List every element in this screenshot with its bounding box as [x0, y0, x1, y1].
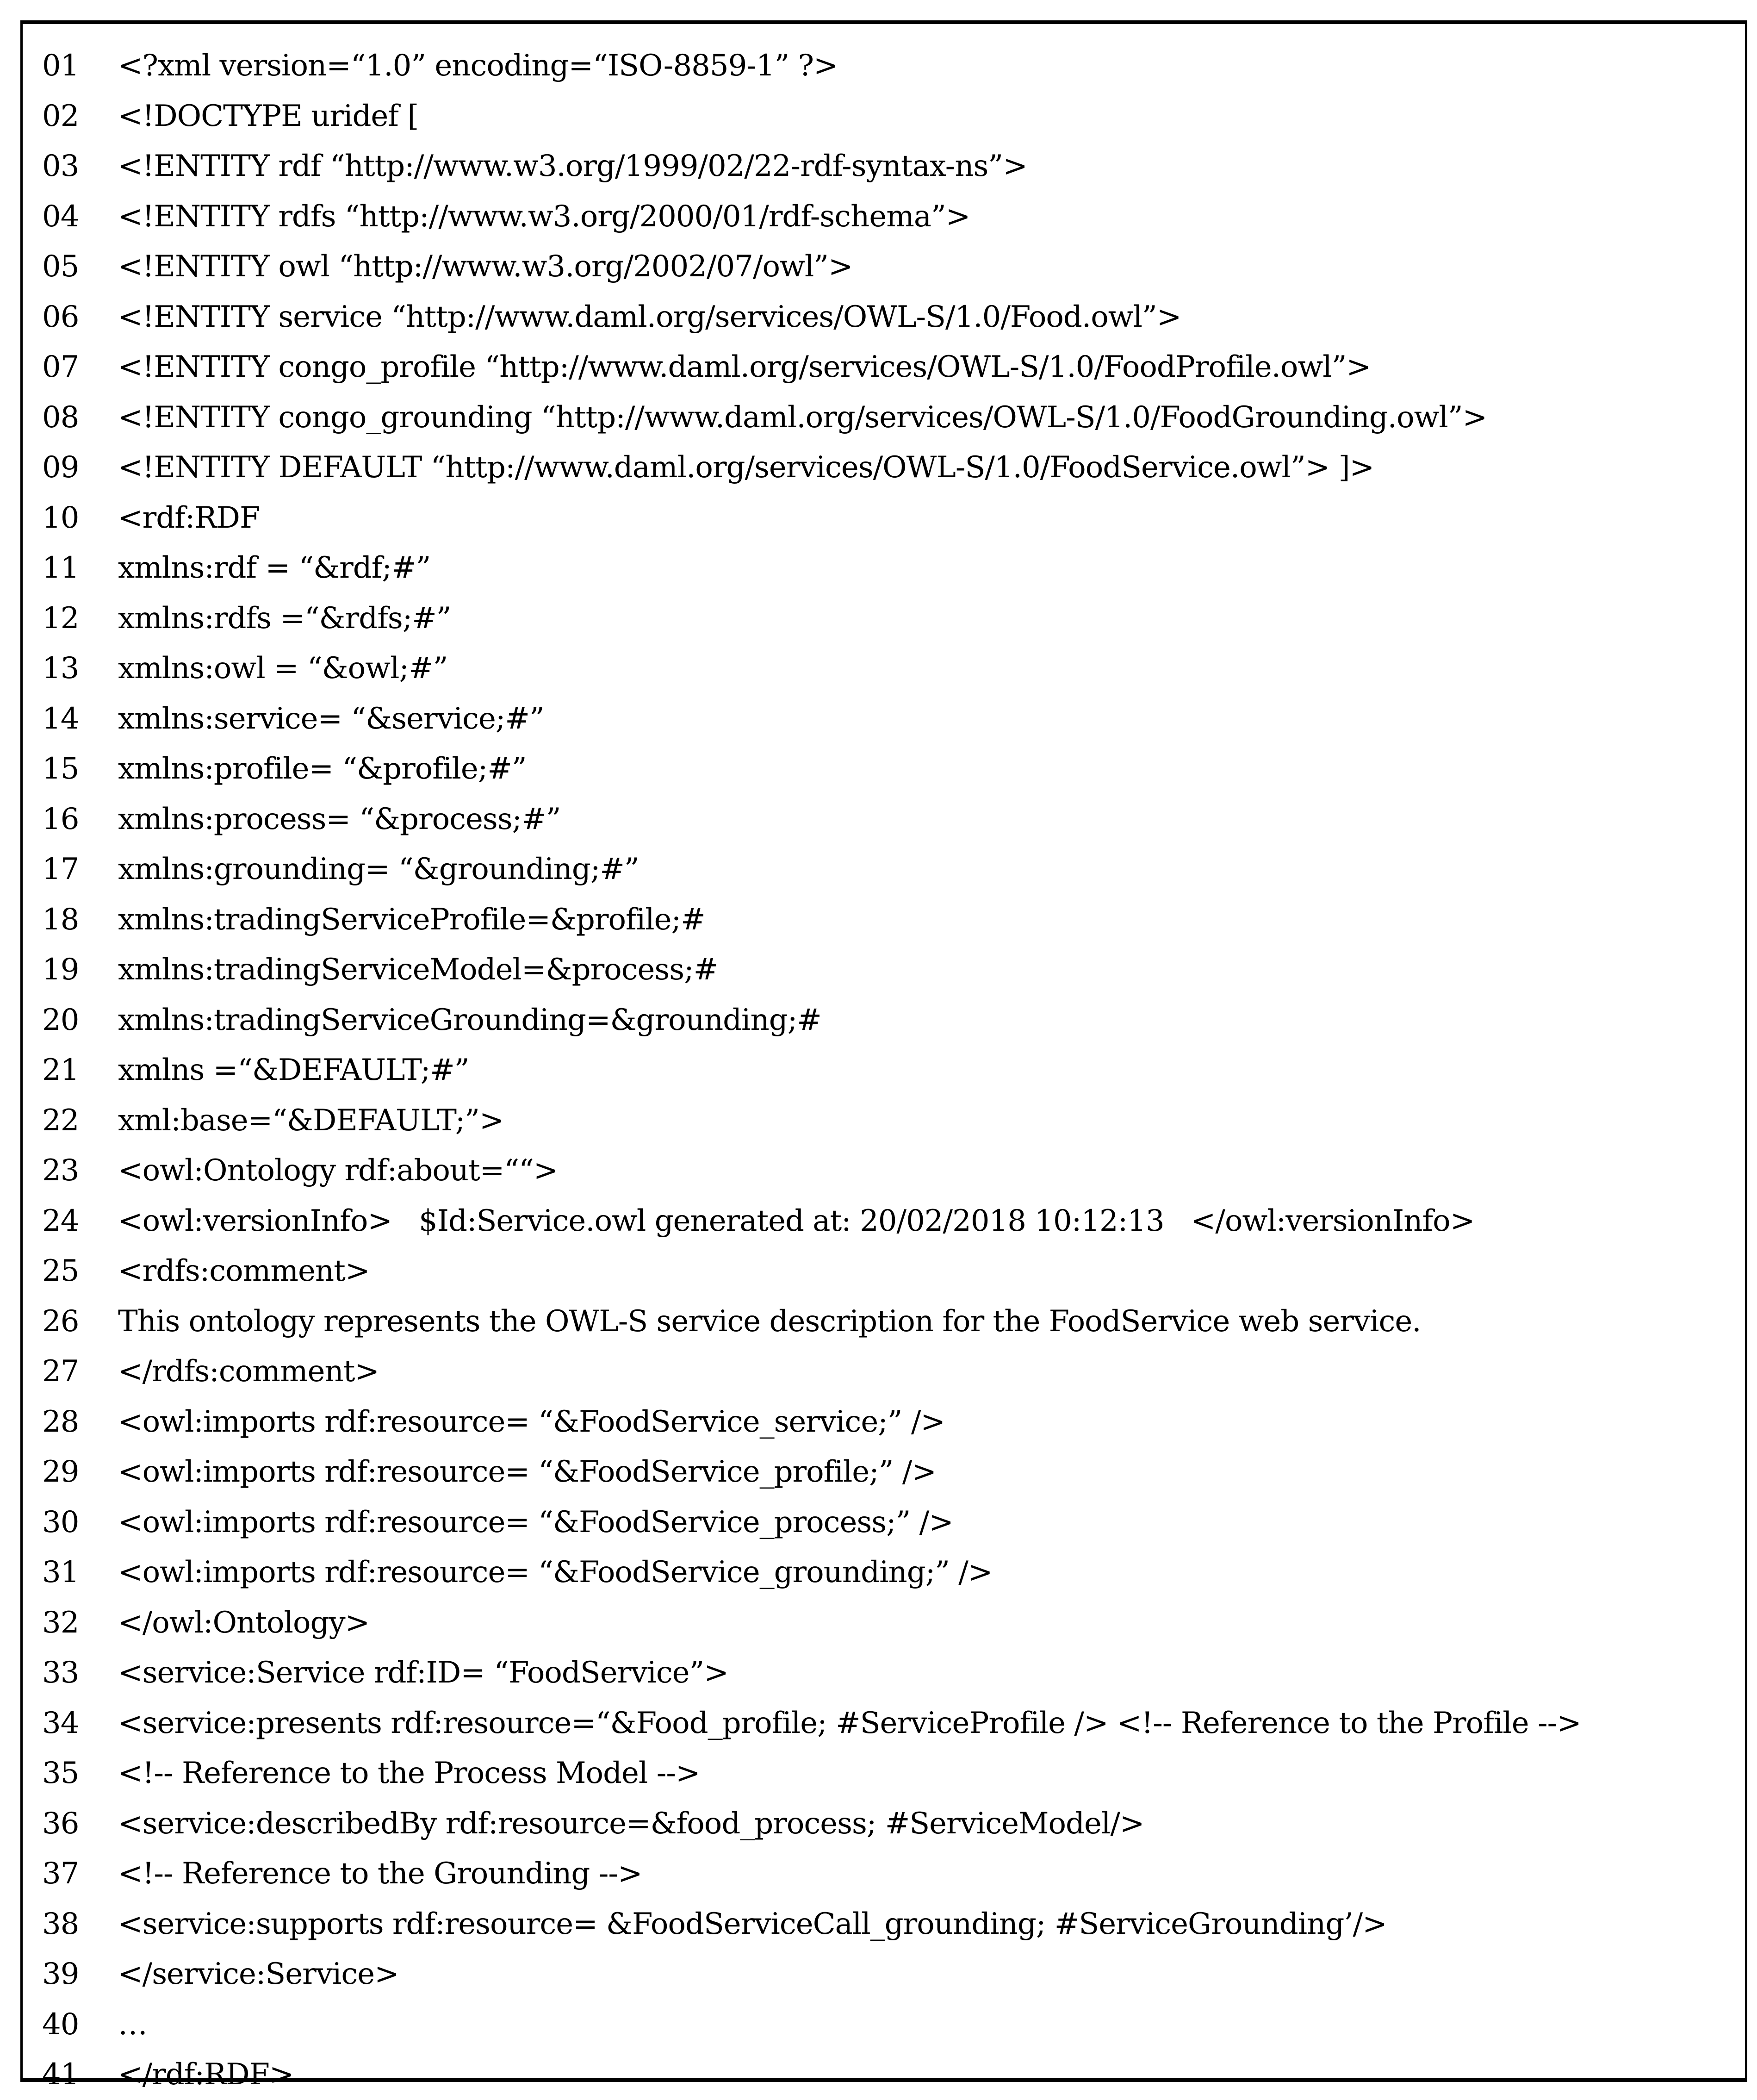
- line-text: <service:supports rdf:resource= &FoodServiceCall_grounding; #ServiceGrounding’/>: [118, 1907, 1387, 1941]
- code-line: [23, 1899, 1745, 1950]
- line-text: <!ENTITY congo_profile “http://www.daml.org/services/OWL-S/1.0/FoodProfile.owl”>: [118, 350, 1371, 385]
- code-line: [23, 1648, 1745, 1698]
- code-line: [23, 141, 1745, 192]
- line-text: <rdfs:comment>: [118, 1254, 370, 1289]
- code-line: [23, 1397, 1745, 1447]
- line-text: xmlns:grounding= “&grounding;#”: [118, 852, 639, 887]
- line-number: 32: [42, 1605, 79, 1640]
- line-number: 40: [42, 2007, 79, 2042]
- code-line: [23, 41, 1745, 91]
- line-number: 16: [42, 802, 79, 836]
- line-number: 33: [42, 1656, 79, 1690]
- line-text: <!ENTITY congo_grounding “http://www.daml.org/services/OWL-S/1.0/FoodGrounding.owl”>: [118, 400, 1487, 435]
- line-text: <!-- Reference to the Process Model -->: [118, 1756, 700, 1791]
- line-number: 03: [42, 149, 79, 184]
- line-text: <owl:versionInfo> $Id:Service.owl generated at: 20/02/2018 10:12:13 </owl:versionInfo>: [118, 1203, 1475, 1238]
- line-text: <rdf:RDF: [118, 500, 260, 535]
- code-line: [23, 493, 1745, 543]
- line-number: 37: [42, 1857, 79, 1891]
- line-text: <!DOCTYPE uridef [: [118, 99, 419, 133]
- code-line: [23, 1196, 1745, 1246]
- code-line: [23, 1246, 1745, 1296]
- code-line: [23, 844, 1745, 895]
- line-text: </rdfs:comment>: [118, 1354, 379, 1389]
- code-line: [23, 1497, 1745, 1548]
- line-number: 11: [42, 551, 79, 586]
- line-number: 06: [42, 299, 79, 334]
- code-line: [23, 593, 1745, 644]
- line-text: …: [118, 2007, 147, 2042]
- line-text: xmlns:process= “&process;#”: [118, 802, 561, 836]
- code-line: [23, 342, 1745, 393]
- code-line: [23, 1146, 1745, 1196]
- code-line: [23, 292, 1745, 343]
- line-number: 10: [42, 500, 79, 535]
- code-line: [23, 1547, 1745, 1598]
- line-text: xmlns:tradingServiceGrounding=&grounding;#: [118, 1003, 821, 1037]
- line-text: <!-- Reference to the Grounding -->: [118, 1857, 642, 1891]
- code-line: [23, 744, 1745, 794]
- line-number: 02: [42, 99, 79, 133]
- line-text: xmlns:profile= “&profile;#”: [118, 752, 527, 786]
- code-line: [23, 1748, 1745, 1799]
- line-number: 26: [42, 1304, 79, 1339]
- line-text: xml:base=“&DEFAULT;”>: [118, 1103, 504, 1138]
- code-line: [23, 242, 1745, 292]
- code-line: [23, 1949, 1745, 2000]
- code-line: [23, 1598, 1745, 1648]
- line-number: 21: [42, 1053, 79, 1088]
- line-number: 17: [42, 852, 79, 887]
- line-number: 05: [42, 249, 79, 284]
- line-text: </service:Service>: [118, 1957, 399, 1992]
- line-number: 39: [42, 1957, 79, 1992]
- line-text: <service:presents rdf:resource=“&Food_profile; #ServiceProfile /> <!-- Reference to the Profile -->: [118, 1706, 1581, 1740]
- line-text: <service:Service rdf:ID= “FoodService”>: [118, 1656, 728, 1690]
- code-line: [23, 1096, 1745, 1146]
- line-text: <owl:imports rdf:resource= “&FoodService_service;” />: [118, 1404, 945, 1439]
- code-line: [23, 1698, 1745, 1749]
- line-number: 31: [42, 1555, 79, 1590]
- code-line: [23, 2050, 1745, 2100]
- line-number: 18: [42, 902, 79, 937]
- line-text: This ontology represents the OWL-S service description for the FoodService web service.: [118, 1304, 1421, 1339]
- code-line: [23, 1849, 1745, 1899]
- line-number: 09: [42, 450, 79, 485]
- line-text: </owl:Ontology>: [118, 1605, 370, 1640]
- line-number: 14: [42, 701, 79, 736]
- code-line: [23, 1045, 1745, 1096]
- line-number: 38: [42, 1907, 79, 1941]
- line-number: 04: [42, 199, 79, 234]
- code-line: [23, 543, 1745, 593]
- line-text: <!ENTITY rdf “http://www.w3.org/1999/02/22-rdf-syntax-ns”>: [118, 149, 1027, 184]
- line-text: <!ENTITY rdfs “http://www.w3.org/2000/01/rdf-schema”>: [118, 199, 970, 234]
- line-number: 23: [42, 1153, 79, 1188]
- line-text: xmlns:rdfs =“&rdfs;#”: [118, 601, 451, 636]
- line-text: xmlns =“&DEFAULT;#”: [118, 1053, 469, 1088]
- line-number: 27: [42, 1354, 79, 1389]
- line-number: 12: [42, 601, 79, 636]
- line-number: 07: [42, 350, 79, 385]
- line-number: 22: [42, 1103, 79, 1138]
- line-number: 30: [42, 1505, 79, 1539]
- line-text: <!ENTITY owl “http://www.w3.org/2002/07/owl”>: [118, 249, 853, 284]
- code-line: [23, 1296, 1745, 1347]
- line-text: <owl:imports rdf:resource= “&FoodService_profile;” />: [118, 1455, 936, 1489]
- code-line: [23, 192, 1745, 242]
- line-text: <service:describedBy rdf:resource=&food_process; #ServiceModel/>: [118, 1806, 1144, 1841]
- line-text: <!ENTITY DEFAULT “http://www.daml.org/services/OWL-S/1.0/FoodService.owl”> ]>: [118, 450, 1374, 485]
- line-text: </rdf:RDF>: [118, 2057, 294, 2092]
- code-line: [23, 1447, 1745, 1497]
- code-line: [23, 1799, 1745, 1849]
- line-text: xmlns:owl = “&owl;#”: [118, 651, 448, 686]
- code-line: [23, 694, 1745, 744]
- line-text: xmlns:tradingServiceProfile=&profile;#: [118, 902, 705, 937]
- line-number: 08: [42, 400, 79, 435]
- line-number: 28: [42, 1404, 79, 1439]
- line-number: 24: [42, 1203, 79, 1238]
- line-text: <!ENTITY service “http://www.daml.org/services/OWL-S/1.0/Food.owl”>: [118, 299, 1181, 334]
- line-number: 41: [42, 2057, 79, 2092]
- code-line: [23, 895, 1745, 945]
- line-number: 36: [42, 1806, 79, 1841]
- line-text: <owl:Ontology rdf:about=““>: [118, 1153, 558, 1188]
- line-text: <?xml version=“1.0” encoding=“ISO-8859-1” ?>: [118, 49, 838, 83]
- line-number: 34: [42, 1706, 79, 1740]
- code-line: [23, 91, 1745, 142]
- code-line: [23, 2000, 1745, 2050]
- line-number: 35: [42, 1756, 79, 1791]
- code-line: [23, 945, 1745, 995]
- line-number: 25: [42, 1254, 79, 1289]
- line-text: <owl:imports rdf:resource= “&FoodService_grounding;” />: [118, 1555, 993, 1590]
- line-number: 29: [42, 1455, 79, 1489]
- line-number: 15: [42, 752, 79, 786]
- line-text: xmlns:service= “&service;#”: [118, 701, 544, 736]
- line-text: <owl:imports rdf:resource= “&FoodService_process;” />: [118, 1505, 953, 1539]
- code-line: [23, 794, 1745, 845]
- code-line: [23, 643, 1745, 694]
- code-line: [23, 995, 1745, 1046]
- line-text: xmlns:rdf = “&rdf;#”: [118, 551, 431, 586]
- line-number: 13: [42, 651, 79, 686]
- line-text: xmlns:tradingServiceModel=&process;#: [118, 953, 718, 987]
- code-listing: [20, 20, 1747, 2092]
- code-line: [23, 442, 1745, 493]
- line-number: 20: [42, 1003, 79, 1037]
- code-line: [23, 1346, 1745, 1397]
- code-line: [23, 393, 1745, 443]
- line-number: 01: [42, 49, 79, 83]
- line-number: 19: [42, 953, 79, 987]
